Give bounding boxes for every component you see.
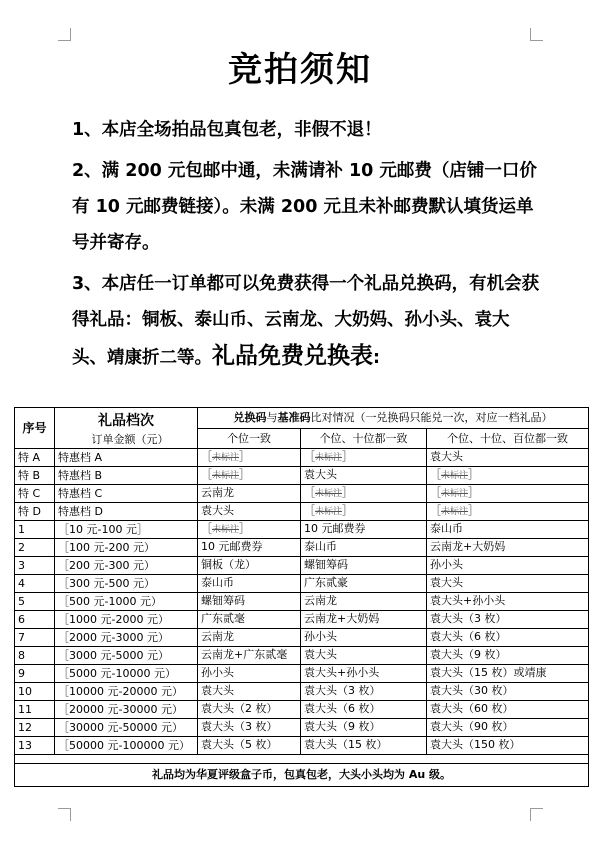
cell-seq: 4 [15, 575, 55, 593]
cell-tier: ［500 元-1000 元） [55, 593, 198, 611]
cell-gift-text: 孙小头 [201, 666, 234, 679]
cell-seq: 2 [15, 539, 55, 557]
header-code-d: 比对情况（一兑换码只能兑一次，对应一档礼品） [310, 411, 553, 424]
cell-seq: 特 A [15, 449, 55, 467]
table-row [15, 449, 589, 467]
cell-gift-text: 袁大头（2 枚） [201, 702, 278, 715]
cell-gift-close: ］ [342, 504, 354, 517]
exchange-table-heading: 礼品免费兑换表 [212, 343, 373, 369]
cell-gift-text: 袁大头 [201, 684, 234, 697]
cell-gift-c3 [427, 449, 589, 467]
table-row [15, 665, 589, 683]
placeholder-mark: 未标注 [441, 507, 469, 517]
cell-gift-c3 [427, 539, 589, 557]
cell-gift-text: 广东贰豪 [304, 576, 348, 589]
cell-gift-c1 [198, 539, 301, 557]
cell-gift-c1 [198, 629, 301, 647]
cell-gift-close: ］ [468, 486, 480, 499]
cell-gift-c3 [427, 737, 589, 755]
cell-gift-text: 泰山币 [304, 540, 337, 553]
cell-gift-c2 [301, 539, 427, 557]
page-title: 竞拍须知 [228, 50, 372, 90]
cell-gift-c1 [198, 737, 301, 755]
cell-gift-text: 云南龙+广东贰毫 [201, 648, 288, 661]
placeholder-mark: 未标注 [212, 471, 240, 481]
cell-gift-c2 [301, 701, 427, 719]
table-footer-row [15, 764, 589, 787]
cell-seq: 10 [15, 683, 55, 701]
cell-seq: 9 [15, 665, 55, 683]
cell-gift-text: 孙小头 [304, 630, 337, 643]
table-row [15, 683, 589, 701]
cell-gift-c3 [427, 593, 589, 611]
crop-mark-top-right [530, 28, 543, 41]
cell-gift-text: 铜板（龙） [201, 558, 256, 571]
cell-gift-text: 云南龙 [304, 594, 337, 607]
table-row [15, 557, 589, 575]
cell-gift-c2 [301, 593, 427, 611]
cell-gift-text: 螺钿筹码 [304, 558, 348, 571]
placeholder-mark: 未标注 [315, 453, 343, 463]
cell-gift-c3 [427, 467, 589, 485]
cell-gift-text: 袁大头（90 枚） [430, 720, 514, 733]
cell-seq: 1 [15, 521, 55, 539]
table-row [15, 701, 589, 719]
header-units-tens-hundreds: 个位、十位、百位都一致 [427, 429, 589, 449]
cell-gift-text: ［ [304, 486, 315, 499]
cell-seq: 11 [15, 701, 55, 719]
cell-gift-c3 [427, 521, 589, 539]
cell-gift-text: 袁大头（6 枚） [304, 702, 381, 715]
cell-seq: 3 [15, 557, 55, 575]
cell-tier: ［300 元-500 元） [55, 575, 198, 593]
cell-gift-close: ］ [239, 468, 251, 481]
table-row [15, 611, 589, 629]
exchange-table-heading-colon: : [373, 348, 380, 368]
placeholder-mark: 未标注 [315, 489, 343, 499]
cell-gift-text: 袁大头+孙小头 [430, 594, 506, 607]
placeholder-mark: 未标注 [212, 453, 240, 463]
notice-item-3 [72, 266, 540, 376]
table-spacer-row [15, 755, 589, 764]
cell-gift-c3 [427, 683, 589, 701]
cell-gift-close: ］ [239, 522, 251, 535]
cell-tier: ［3000 元-5000 元） [55, 647, 198, 665]
cell-gift-c3 [427, 701, 589, 719]
cell-gift-text: 云南龙 [201, 486, 234, 499]
cell-tier: ［5000 元-10000 元） [55, 665, 198, 683]
cell-seq: 特 C [15, 485, 55, 503]
cell-gift-c1 [198, 647, 301, 665]
header-gift-tier [55, 408, 198, 449]
placeholder-mark: 未标注 [441, 489, 469, 499]
cell-gift-text: ［ [430, 504, 441, 517]
cell-tier: ［30000 元-50000 元） [55, 719, 198, 737]
cell-gift-text: 袁大头（9 枚） [430, 648, 507, 661]
cell-tier: ［2000 元-3000 元） [55, 629, 198, 647]
cell-gift-c3 [427, 611, 589, 629]
cell-gift-c3 [427, 647, 589, 665]
cell-gift-c2 [301, 647, 427, 665]
cell-gift-c2 [301, 665, 427, 683]
cell-gift-text: 袁大头（15 枚） [304, 738, 388, 751]
cell-gift-text: ［ [201, 468, 212, 481]
cell-gift-text: 袁大头（6 枚） [430, 630, 507, 643]
table-row [15, 521, 589, 539]
table-footer-note: 礼品均为华夏评级盒子币，包真包老，大头小头均为 Au 级。 [15, 764, 589, 787]
cell-tier: ［10 元-100 元］ [55, 521, 198, 539]
cell-tier: 特惠档 A [55, 449, 198, 467]
cell-gift-c1 [198, 449, 301, 467]
crop-mark-bottom-right [530, 808, 543, 821]
cell-gift-text: 袁大头+孙小头 [304, 666, 380, 679]
notice-item-3-text: 3、本店任一订单都可以免费获得一个礼品兑换码，有机会获得礼品：铜板、泰山币、云南龙、大奶妈、孙小头、袁大头、靖康折二等。 [72, 274, 540, 368]
header-units: 个位一致 [198, 429, 301, 449]
cell-gift-c1 [198, 701, 301, 719]
cell-gift-c1 [198, 557, 301, 575]
table-row [15, 575, 589, 593]
table-row [15, 503, 589, 521]
crop-mark-top-left [58, 28, 71, 41]
crop-mark-bottom-left [58, 808, 71, 821]
cell-gift-c1 [198, 611, 301, 629]
cell-tier: ［20000 元-30000 元） [55, 701, 198, 719]
cell-gift-text: ［ [304, 504, 315, 517]
cell-seq: 特 B [15, 467, 55, 485]
cell-gift-c1 [198, 503, 301, 521]
cell-gift-text: 袁大头（5 枚） [201, 738, 278, 751]
cell-gift-text: 泰山币 [430, 522, 463, 535]
cell-gift-text: 袁大头（3 枚） [304, 684, 381, 697]
cell-gift-c1 [198, 593, 301, 611]
cell-seq: 8 [15, 647, 55, 665]
cell-gift-c2 [301, 485, 427, 503]
table-row [15, 593, 589, 611]
cell-seq: 13 [15, 737, 55, 755]
cell-gift-text: 袁大头 [430, 450, 463, 463]
cell-tier: 特惠档 D [55, 503, 198, 521]
header-code-c: 基准码 [277, 411, 311, 424]
cell-gift-c2 [301, 449, 427, 467]
cell-gift-text: 袁大头（15 枚）或靖康 [430, 666, 547, 679]
cell-gift-text: 袁大头 [304, 648, 337, 661]
gift-exchange-table [14, 407, 589, 787]
cell-gift-text: ［ [430, 486, 441, 499]
cell-tier: ［10000 元-20000 元） [55, 683, 198, 701]
cell-gift-c3 [427, 719, 589, 737]
cell-gift-text: 云南龙+大奶妈 [430, 540, 506, 553]
cell-gift-c1 [198, 665, 301, 683]
cell-gift-c1 [198, 575, 301, 593]
table-header-row [15, 408, 589, 429]
cell-gift-c3 [427, 665, 589, 683]
cell-gift-close: ］ [468, 468, 480, 481]
cell-gift-c1 [198, 467, 301, 485]
cell-gift-text: ［ [201, 450, 212, 463]
header-code-a: 兑换码 [233, 411, 267, 424]
table-row [15, 485, 589, 503]
cell-gift-c3 [427, 629, 589, 647]
header-order-amount: 订单金额（元） [91, 433, 169, 446]
placeholder-mark: 未标注 [315, 507, 343, 517]
cell-seq: 7 [15, 629, 55, 647]
cell-gift-text: 袁大头 [304, 468, 337, 481]
cell-tier: ［200 元-300 元） [55, 557, 198, 575]
cell-gift-text: 袁大头（60 枚） [430, 702, 514, 715]
cell-tier: ［100 元-200 元） [55, 539, 198, 557]
cell-gift-text: 袁大头（3 枚） [201, 720, 278, 733]
cell-gift-c1 [198, 683, 301, 701]
header-code-b: 与 [266, 411, 278, 424]
cell-tier: ［50000 元-100000 元） [55, 737, 198, 755]
cell-gift-text: 袁大头 [201, 504, 234, 517]
cell-gift-c2 [301, 611, 427, 629]
cell-gift-c2 [301, 719, 427, 737]
table-row [15, 539, 589, 557]
cell-gift-text: 云南龙+大奶妈 [304, 612, 380, 625]
cell-gift-close: ］ [342, 486, 354, 499]
notice-list [72, 112, 540, 376]
cell-gift-c2 [301, 557, 427, 575]
cell-gift-text: 袁大头（30 枚） [430, 684, 514, 697]
cell-gift-text: ［ [201, 522, 212, 535]
cell-gift-c2 [301, 503, 427, 521]
table-row [15, 467, 589, 485]
cell-gift-c3 [427, 485, 589, 503]
table-row [15, 737, 589, 755]
cell-gift-c2 [301, 737, 427, 755]
cell-gift-text: 袁大头 [430, 576, 463, 589]
cell-gift-c2 [301, 683, 427, 701]
cell-gift-c3 [427, 503, 589, 521]
cell-gift-text: 袁大头（3 枚） [430, 612, 507, 625]
cell-tier: 特惠档 B [55, 467, 198, 485]
cell-gift-c1 [198, 719, 301, 737]
cell-gift-text: 螺钿筹码 [201, 594, 245, 607]
cell-seq: 12 [15, 719, 55, 737]
cell-gift-text: 广东贰毫 [201, 612, 245, 625]
cell-gift-c2 [301, 629, 427, 647]
cell-gift-c2 [301, 467, 427, 485]
cell-gift-text: 10 元邮费券 [201, 540, 263, 553]
header-gift-title: 礼品档次 [98, 413, 154, 429]
notice-item-1: 1、本店全场拍品包真包老，非假不退！ [72, 120, 382, 140]
cell-gift-c2 [301, 521, 427, 539]
cell-gift-text: ［ [430, 468, 441, 481]
cell-gift-c3 [427, 557, 589, 575]
table-row [15, 629, 589, 647]
cell-gift-text: 孙小头 [430, 558, 463, 571]
placeholder-mark: 未标注 [441, 471, 469, 481]
cell-gift-text: ［ [304, 450, 315, 463]
cell-gift-text: 袁大头（9 枚） [304, 720, 381, 733]
cell-gift-c1 [198, 521, 301, 539]
cell-gift-close: ］ [342, 450, 354, 463]
cell-gift-text: 袁大头（150 枚） [430, 738, 521, 751]
cell-gift-text: 10 元邮费券 [304, 522, 366, 535]
placeholder-mark: 未标注 [212, 525, 240, 535]
header-code-compare [198, 408, 589, 429]
cell-tier: ［1000 元-2000 元） [55, 611, 198, 629]
cell-gift-text: 云南龙 [201, 630, 234, 643]
cell-gift-c3 [427, 575, 589, 593]
cell-seq: 特 D [15, 503, 55, 521]
cell-seq: 6 [15, 611, 55, 629]
cell-gift-close: ］ [239, 450, 251, 463]
cell-gift-close: ］ [468, 504, 480, 517]
cell-seq: 5 [15, 593, 55, 611]
spacer-cell [15, 755, 589, 764]
table-row [15, 647, 589, 665]
table-row [15, 719, 589, 737]
header-units-tens: 个位、十位都一致 [301, 429, 427, 449]
cell-gift-c1 [198, 485, 301, 503]
cell-tier: 特惠档 C [55, 485, 198, 503]
cell-gift-text: 泰山币 [201, 576, 234, 589]
cell-gift-c2 [301, 575, 427, 593]
header-seq: 序号 [15, 408, 55, 449]
notice-item-2: 2、满 200 元包邮中通，未满请补 10 元邮费（店铺一口价有 10 元邮费链接）。未满 200 元且未补邮费默认填货运单号并寄存。 [72, 161, 537, 253]
